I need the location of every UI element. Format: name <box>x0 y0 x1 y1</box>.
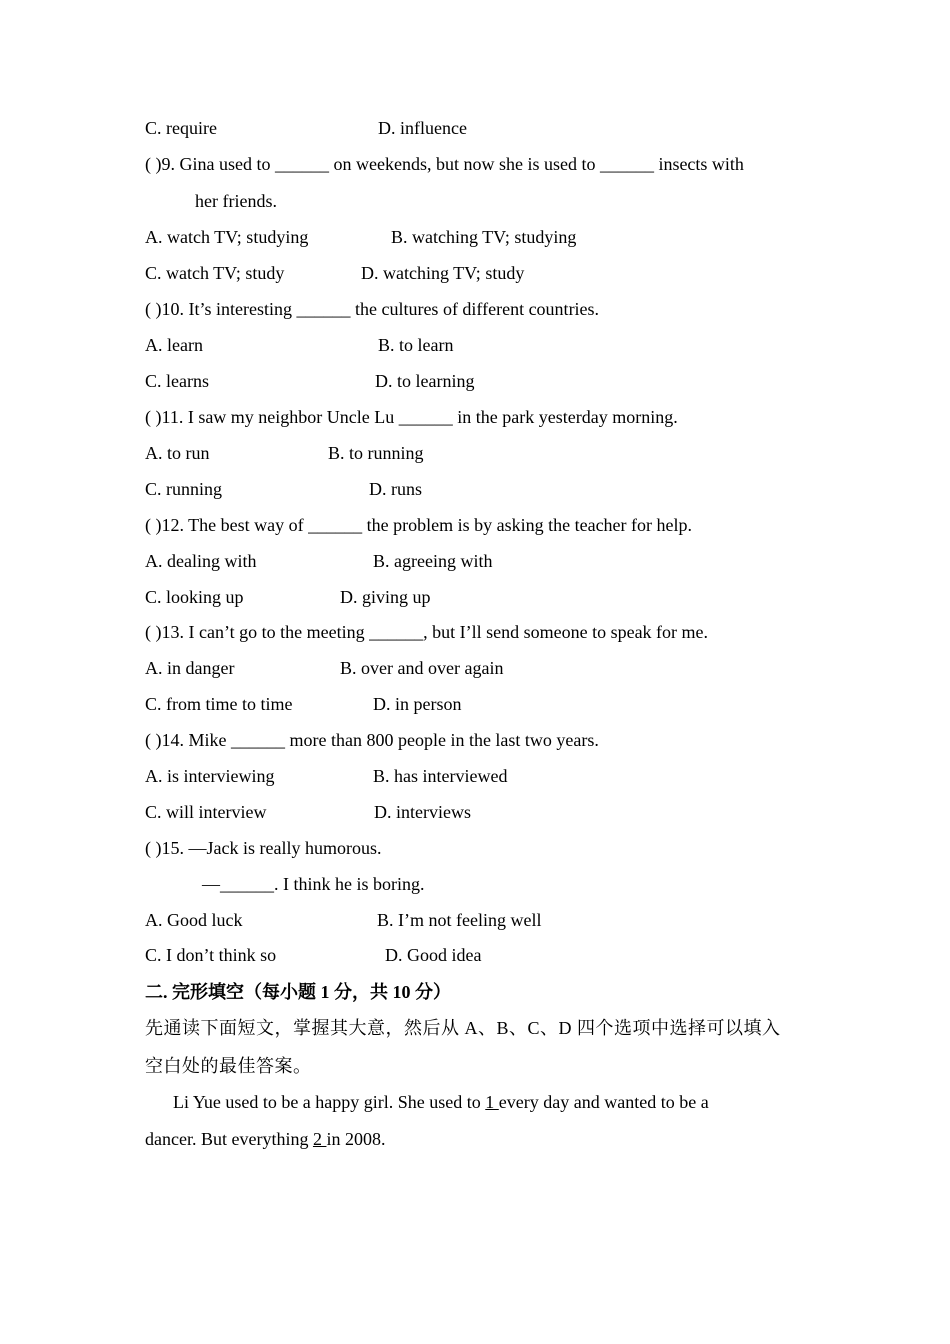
q12-option-c: C. looking up <box>145 587 244 607</box>
q10-option-a: A. learn <box>145 335 203 355</box>
q8-option-c: C. require <box>145 118 217 138</box>
q11-stem: ( )11. I saw my neighbor Uncle Lu ______ in the park yesterday morning. <box>145 407 678 427</box>
passage-text: every day and wanted to be a <box>498 1092 709 1112</box>
q10-option-b: B. to learn <box>378 335 454 355</box>
q15-option-d: D. Good idea <box>385 945 482 965</box>
q9-option-a: A. watch TV; studying <box>145 227 309 247</box>
q9-stem: ( )9. Gina used to ______ on weekends, but now she is used to ______ insects with <box>145 154 744 174</box>
q11-option-d: D. runs <box>369 479 422 499</box>
q14-option-b: B. has interviewed <box>373 766 508 786</box>
q13-stem: ( )13. I can’t go to the meeting ______, but I’ll send someone to speak for me. <box>145 622 709 642</box>
q10-stem: ( )10. It’s interesting ______ the cultures of different countries. <box>145 299 600 319</box>
passage-text: Li Yue used to be a happy girl. She used to <box>173 1092 486 1112</box>
q14-option-a: A. is interviewing <box>145 766 275 786</box>
passage-text: dancer. But everything <box>145 1129 313 1149</box>
q13-option-d: D. in person <box>373 694 462 714</box>
section-instructions: 先通读下面短文，掌握其大意，然后从 A、B、C、D 四个选项中选择可以填入 <box>145 1018 781 1038</box>
q13-option-b: B. over and over again <box>340 658 504 678</box>
passage-text: in 2008. <box>326 1129 386 1149</box>
blank-1: 1 <box>485 1092 499 1112</box>
q12-stem: ( )12. The best way of ______ the problem is by asking the teacher for help. <box>145 515 693 535</box>
q9-option-b: B. watching TV; studying <box>391 227 577 247</box>
q9-option-c: C. watch TV; study <box>145 263 285 283</box>
q12-option-a: A. dealing with <box>145 551 257 571</box>
q15-option-b: B. I’m not feeling well <box>377 910 542 930</box>
q15-option-c: C. I don’t think so <box>145 945 277 965</box>
q11-option-b: B. to running <box>328 443 424 463</box>
q12-option-d: D. giving up <box>340 587 431 607</box>
q10-option-d: D. to learning <box>375 371 475 391</box>
q9-stem-cont: her friends. <box>195 191 277 211</box>
q8-option-d: D. influence <box>378 118 467 138</box>
q9-option-d: D. watching TV; study <box>361 263 525 283</box>
blank-2: 2 <box>312 1129 327 1149</box>
section-heading: 二. 完形填空（每小题 1 分，共 10 分） <box>145 982 451 1002</box>
q14-option-c: C. will interview <box>145 802 267 822</box>
q15-reply: —______. I think he is boring. <box>202 874 425 894</box>
q13-option-c: C. from time to time <box>145 694 293 714</box>
q11-option-c: C. running <box>145 479 223 499</box>
q10-option-c: C. learns <box>145 371 209 391</box>
q12-option-b: B. agreeing with <box>373 551 493 571</box>
q14-option-d: D. interviews <box>374 802 471 822</box>
q14-stem: ( )14. Mike ______ more than 800 people in the last two years. <box>145 730 599 750</box>
passage-line-2 <box>145 1128 385 1150</box>
q13-option-a: A. in danger <box>145 658 235 678</box>
section-instructions-cont: 空白处的最佳答案。 <box>145 1056 312 1076</box>
q15-stem: ( )15. —Jack is really humorous. <box>145 838 382 858</box>
passage-line-1 <box>173 1091 709 1113</box>
q15-option-a: A. Good luck <box>145 910 243 930</box>
q11-option-a: A. to run <box>145 443 210 463</box>
